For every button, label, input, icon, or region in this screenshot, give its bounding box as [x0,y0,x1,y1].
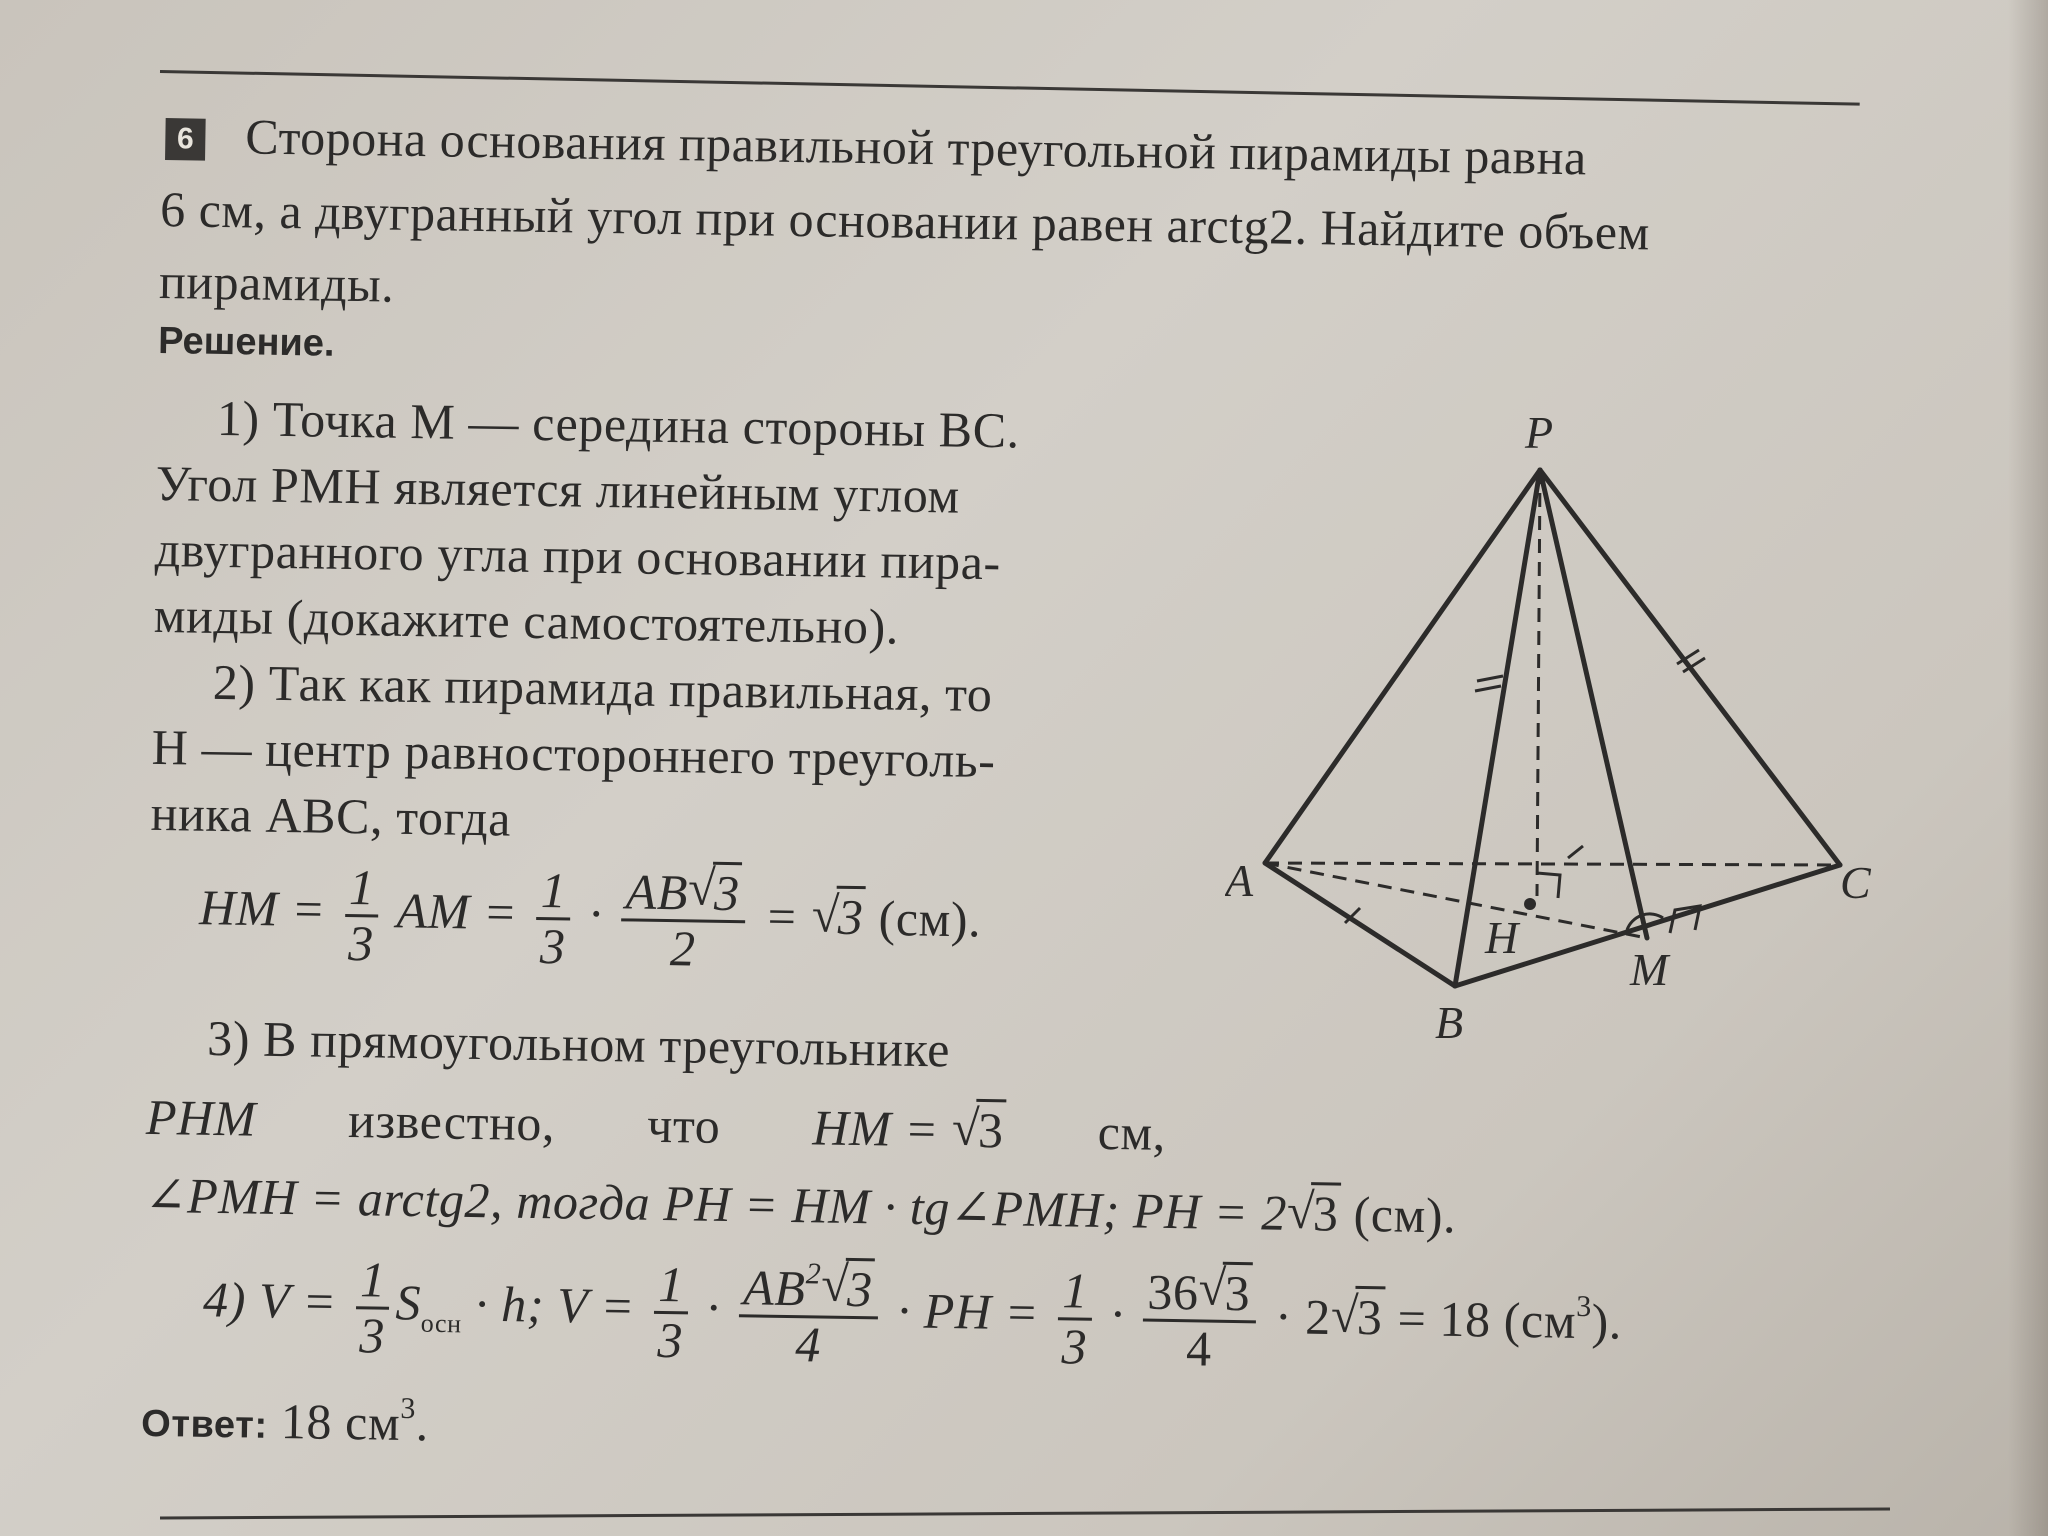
formula-hm-lhs: HM = [198,879,327,938]
denominator: 3 [358,1306,386,1364]
radicand: 3 [845,1258,876,1317]
label-a: A [1225,855,1254,906]
numerator: 1 [1058,1264,1092,1320]
unit: (см). [878,889,982,948]
numerator: 1 [356,1253,390,1309]
numerator: 1 [654,1258,688,1314]
label-b: B [1435,997,1464,1048]
top-rule [160,70,1860,106]
edge-ac-hidden [1265,863,1840,865]
ab-text: AB [742,1259,806,1317]
sqrt [821,1261,875,1318]
radicand: 3 [1222,1262,1253,1321]
sqrt [688,864,742,921]
step3-line-2 [146,1088,1167,1162]
numerator: 1 [345,861,379,917]
answer [141,1388,430,1453]
v-eq: 4) V = [202,1271,338,1330]
hm-text: HM = [812,1099,940,1158]
edge-pa [1265,470,1540,863]
angle-text: ∠PMH = arctg2, тогда PH = HM · tg∠PMH; PH = 2 [144,1166,1288,1241]
fraction [738,1257,879,1371]
denominator: 2 [669,919,697,976]
right-angle-h [1537,873,1560,898]
tick-pb-1 [1477,676,1503,681]
step1-line-3: двугранного угла при основании пира- [154,520,1002,591]
ph-text: · PH = [897,1282,1040,1341]
denominator: 3 [1061,1317,1088,1375]
denominator: 3 [657,1311,684,1368]
superscript: 3 [400,1391,417,1426]
answer-end: . [415,1395,430,1452]
task-number-badge: 6 [165,118,206,161]
page-edge-shadow [2008,0,2048,1536]
fraction [653,1255,688,1368]
numerator [621,865,746,922]
label-p: P [1525,408,1554,458]
known-text: известно, [347,1092,556,1152]
close-text: ). [1591,1293,1623,1350]
fraction [1142,1263,1256,1377]
fraction [1057,1264,1092,1373]
cm-text: см, [1097,1103,1167,1161]
radicand: 3 [712,862,743,921]
task-line-1: Сторона основания правильной треугольной пирамиды равна [244,108,1588,186]
tick-hc [1568,846,1583,858]
fraction [536,864,571,973]
answer-label: Ответ: [140,1402,269,1447]
step2-line-3: ника ABC, тогда [150,784,512,847]
superscript: 2 [805,1257,822,1291]
task-line-3: пирамиды. [158,252,395,313]
phm-text: PHM [145,1088,257,1147]
label-c: C [1840,857,1871,908]
denominator: 4 [794,1315,822,1373]
step1-line-1: 1) Точка M — середина стороны BC. [216,389,1021,459]
numerator [1143,1263,1257,1323]
equals: = [764,888,800,945]
denominator: 3 [539,917,567,974]
label-h: H [1485,912,1519,963]
numerator: 1 [536,864,570,920]
sqrt [1330,1289,1384,1346]
num-text: 36 [1146,1263,1200,1321]
point-h [1524,898,1536,910]
denominator: 4 [1185,1319,1213,1377]
two-text: · 2 [1274,1288,1332,1345]
h-text: · h; V = [474,1275,636,1335]
fraction [344,861,379,970]
formula-hm [198,859,982,979]
dot: · [1110,1285,1125,1342]
step1-line-2: Угол PMH является линейным углом [155,454,961,524]
radicand: 3 [835,886,866,945]
pyramid-diagram [1225,408,1885,1048]
step2-line-1: 2) Так как пирамида правильная, то [212,653,993,723]
fraction [355,1253,390,1362]
radicand: 3 [1310,1182,1341,1241]
numerator [739,1257,879,1319]
unit: (см). [1353,1185,1457,1244]
step3-line-3 [144,1166,1456,1245]
s-text: S [395,1274,422,1331]
sqrt [1198,1264,1252,1321]
step3-line-1: 3) В прямоугольном треугольнике [206,1009,951,1078]
sqrt [952,1102,1006,1159]
fraction [621,865,747,975]
step2-line-2: H — центр равностороннего треуголь- [151,718,997,789]
superscript: 3 [1576,1289,1593,1324]
result-text: = 18 (см [1397,1290,1577,1349]
label-m: M [1630,944,1669,995]
dot: · [706,1279,721,1336]
sqrt [811,889,865,946]
tick-pb-2 [1475,686,1501,691]
ab-text: AB [625,863,689,921]
height-ph-hidden [1537,470,1540,896]
radicand: 3 [1354,1286,1385,1345]
dot: · [588,885,603,942]
task-line-2: 6 см, а двугранный угол при основании равен arctg2. Найдите объем [159,180,1651,261]
step4-formula [202,1249,1623,1383]
formula-am: AM = [396,882,518,941]
solution-heading: Решение. [157,319,335,365]
radicand: 3 [976,1099,1007,1158]
that-text: что [646,1096,721,1154]
sqrt [1287,1185,1341,1242]
denominator: 3 [347,914,375,971]
pyramid-figure [1225,408,1885,1048]
answer-value: 18 см [280,1393,401,1451]
step1-line-4: миды (докажите самостоятельно). [153,586,900,655]
subscript: осн [420,1308,462,1339]
